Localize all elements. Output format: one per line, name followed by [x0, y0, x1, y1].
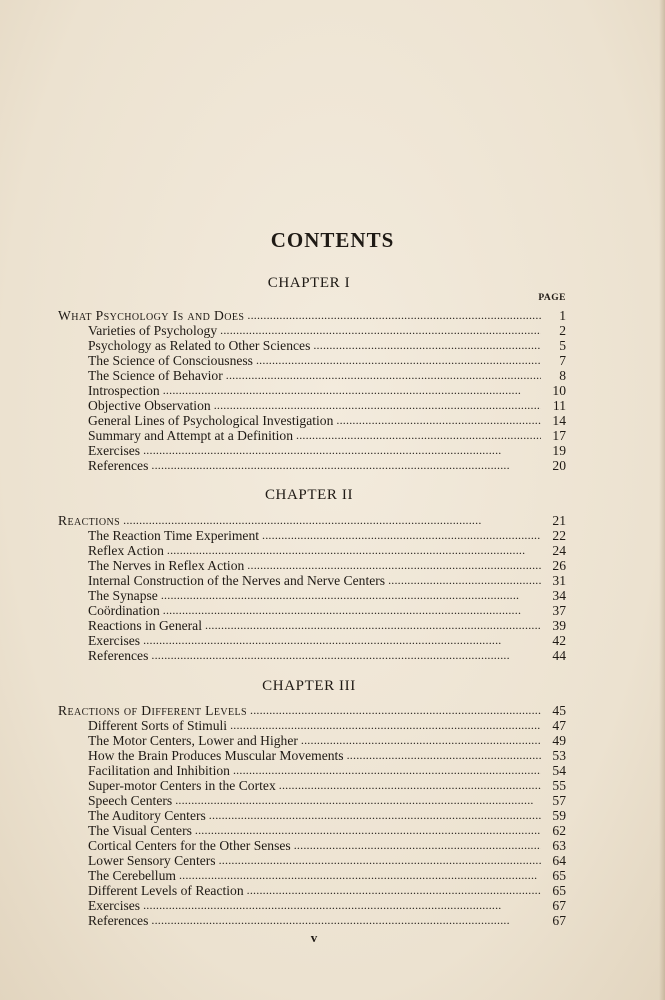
dot-leader	[294, 837, 541, 852]
toc-entry[interactable]	[88, 558, 566, 573]
toc-entry-page: 47	[552, 718, 566, 733]
toc-entry-page: 62	[552, 823, 566, 838]
dot-leader	[175, 792, 541, 807]
dot-leader	[388, 572, 541, 587]
toc-entry-label: Exercises	[88, 898, 141, 913]
toc-entry-label: Reactions in General	[88, 618, 202, 633]
toc-entry-label: References	[88, 648, 149, 663]
toc-entry[interactable]	[88, 868, 566, 883]
toc-entry[interactable]	[88, 633, 566, 648]
toc-entry[interactable]	[88, 853, 566, 868]
toc-entry-label: The Science of Behavior	[88, 368, 223, 383]
dot-leader	[123, 512, 541, 527]
toc-entry-page: 14	[552, 413, 566, 428]
toc-entry-label: Cortical Centers for the Other Senses	[88, 838, 291, 853]
toc-entry[interactable]	[88, 323, 566, 338]
toc-entry-page: 44	[552, 648, 566, 663]
toc-entry-page: 65	[552, 883, 566, 898]
toc-entry-page: 2	[559, 323, 566, 338]
dot-leader	[143, 897, 541, 912]
toc-entry-page: 11	[552, 398, 566, 413]
chapter-heading: CHAPTER II	[264, 487, 354, 503]
toc-entry-label: Objective Observation	[88, 398, 211, 413]
dot-leader	[301, 732, 541, 747]
toc-entry[interactable]	[88, 823, 566, 838]
toc-entry-label: Speech Centers	[88, 793, 173, 808]
toc-entry[interactable]	[88, 573, 566, 588]
dot-leader	[163, 382, 541, 397]
toc-entry-page: 31	[552, 573, 566, 588]
toc-entry[interactable]	[88, 588, 566, 603]
toc-entry[interactable]	[88, 543, 566, 558]
toc-entry-label: Reactions	[58, 513, 121, 528]
dot-leader	[250, 702, 541, 717]
toc-entry-page: 42	[552, 633, 566, 648]
toc-entry-page: 49	[552, 733, 566, 748]
toc-entry-label: References	[88, 458, 149, 473]
chapter-heading: CHAPTER I	[267, 275, 351, 291]
page-edge-shadow	[659, 0, 665, 1000]
toc-entry-label: The Motor Centers, Lower and Higher	[88, 733, 298, 748]
dot-leader	[161, 587, 541, 602]
toc-chapter-entry[interactable]	[58, 703, 566, 718]
toc-entry[interactable]	[88, 528, 566, 543]
toc-entry[interactable]	[88, 898, 566, 913]
dot-leader	[230, 717, 541, 732]
toc-entry[interactable]	[88, 413, 566, 428]
dot-leader	[296, 427, 541, 442]
toc-entry-page: 22	[552, 528, 566, 543]
dot-leader	[247, 882, 541, 897]
toc-entry-label: Different Sorts of Stimuli	[88, 718, 228, 733]
dot-leader	[195, 822, 541, 837]
toc-entry[interactable]	[88, 618, 566, 633]
toc-entry-label: The Reaction Time Experiment	[88, 528, 260, 543]
toc-entry-label: Psychology as Related to Other Sciences	[88, 338, 311, 353]
dot-leader	[262, 527, 541, 542]
dot-leader	[219, 852, 541, 867]
toc-entry[interactable]	[88, 443, 566, 458]
dot-leader	[256, 352, 541, 367]
dot-leader	[336, 412, 541, 427]
dot-leader	[247, 307, 541, 322]
toc-entry-label: Introspection	[88, 383, 160, 398]
toc-entry-page: 55	[552, 778, 566, 793]
dot-leader	[233, 762, 541, 777]
toc-entry[interactable]	[88, 808, 566, 823]
toc-entry-label: Lower Sensory Centers	[88, 853, 216, 868]
dot-leader	[205, 617, 541, 632]
toc-entry[interactable]	[88, 398, 566, 413]
toc-entry-page: 39	[552, 618, 566, 633]
toc-entry-label: The Visual Centers	[88, 823, 192, 838]
toc-entry-page: 1	[559, 308, 566, 323]
toc-chapter-entry[interactable]	[58, 513, 566, 528]
toc-entry[interactable]	[88, 733, 566, 748]
toc-entry-page: 24	[552, 543, 566, 558]
toc-entry-page: 67	[552, 898, 566, 913]
dot-leader	[226, 367, 541, 382]
toc-entry[interactable]	[88, 458, 566, 473]
toc-entry-page: 34	[552, 588, 566, 603]
toc-entry[interactable]	[88, 913, 566, 928]
toc-entry-label: Exercises	[88, 633, 141, 648]
toc-entry[interactable]	[88, 793, 566, 808]
dot-leader	[214, 397, 541, 412]
toc-entry-label: Different Levels of Reaction	[88, 883, 244, 898]
toc-entry[interactable]	[88, 383, 566, 398]
page-folio: v	[310, 930, 318, 945]
toc-entry[interactable]	[88, 338, 566, 353]
dot-leader	[151, 647, 541, 662]
page-title: CONTENTS	[270, 228, 395, 252]
toc-entry-page: 64	[552, 853, 566, 868]
dot-leader	[151, 457, 541, 472]
dot-leader	[179, 867, 541, 882]
dot-leader	[220, 322, 541, 337]
toc-entry-label: Exercises	[88, 443, 141, 458]
toc-entry-label: How the Brain Produces Muscular Movements	[88, 748, 344, 763]
toc-entry-label: General Lines of Psychological Investigation	[88, 413, 334, 428]
toc-entry-label: References	[88, 913, 149, 928]
toc-entry-page: 10	[552, 383, 566, 398]
toc-entry[interactable]	[88, 883, 566, 898]
toc-entry-label: The Synapse	[88, 588, 158, 603]
toc-entry-page: 67	[552, 913, 566, 928]
toc-entry-page: 21	[552, 513, 566, 528]
toc-entry[interactable]	[88, 718, 566, 733]
toc-entry[interactable]	[88, 603, 566, 618]
dot-leader	[279, 777, 541, 792]
page-column-label: PAGE	[538, 293, 566, 303]
toc-entry-label: The Auditory Centers	[88, 808, 206, 823]
toc-chapter-entry[interactable]	[58, 308, 566, 323]
toc-entry[interactable]	[88, 763, 566, 778]
chapter-heading: CHAPTER III	[262, 678, 356, 694]
toc-entry-page: 17	[552, 428, 566, 443]
toc-entry-page: 37	[552, 603, 566, 618]
toc-entry[interactable]	[88, 748, 566, 763]
toc-entry-label: Internal Construction of the Nerves and Nerve Centers	[88, 573, 386, 588]
toc-entry-page: 63	[552, 838, 566, 853]
toc-entry-label: Reactions of Different Levels	[58, 703, 247, 718]
toc-entry-label: Facilitation and Inhibition	[88, 763, 230, 778]
toc-entry-page: 59	[552, 808, 566, 823]
toc-entry-label: What Psychology Is and Does	[58, 308, 245, 323]
toc-entry-label: Reflex Action	[88, 543, 164, 558]
dot-leader	[313, 337, 541, 352]
toc-entry-page: 5	[559, 338, 566, 353]
toc-entry-label: The Science of Consciousness	[88, 353, 253, 368]
dot-leader	[167, 542, 541, 557]
dot-leader	[151, 912, 541, 927]
toc-entry-page: 26	[552, 558, 566, 573]
dot-leader	[143, 442, 541, 457]
toc-entry-label: The Cerebellum	[88, 868, 176, 883]
dot-leader	[143, 632, 541, 647]
toc-entry[interactable]	[88, 353, 566, 368]
dot-leader	[247, 557, 541, 572]
toc-entry[interactable]	[88, 368, 566, 383]
toc-entry[interactable]	[88, 778, 566, 793]
toc-entry-label: Super-motor Centers in the Cortex	[88, 778, 276, 793]
toc-entry-page: 19	[552, 443, 566, 458]
toc-entry-page: 57	[552, 793, 566, 808]
dot-leader	[209, 807, 541, 822]
toc-entry[interactable]	[88, 648, 566, 663]
toc-entry-label: Summary and Attempt at a Definition	[88, 428, 294, 443]
toc-entry-page: 8	[559, 368, 566, 383]
toc-entry-label: Coördination	[88, 603, 160, 618]
toc-entry-page: 7	[559, 353, 566, 368]
toc-entry-page: 65	[552, 868, 566, 883]
toc-entry[interactable]	[88, 838, 566, 853]
toc-entry-page: 20	[552, 458, 566, 473]
toc-entry-page: 54	[552, 763, 566, 778]
toc-entry-label: The Nerves in Reflex Action	[88, 558, 245, 573]
dot-leader	[347, 747, 541, 762]
toc-entry-label: Varieties of Psychology	[88, 323, 218, 338]
dot-leader	[163, 602, 541, 617]
toc-entry-page: 45	[552, 703, 566, 718]
toc-entry[interactable]	[88, 428, 566, 443]
toc-entry-page: 53	[552, 748, 566, 763]
